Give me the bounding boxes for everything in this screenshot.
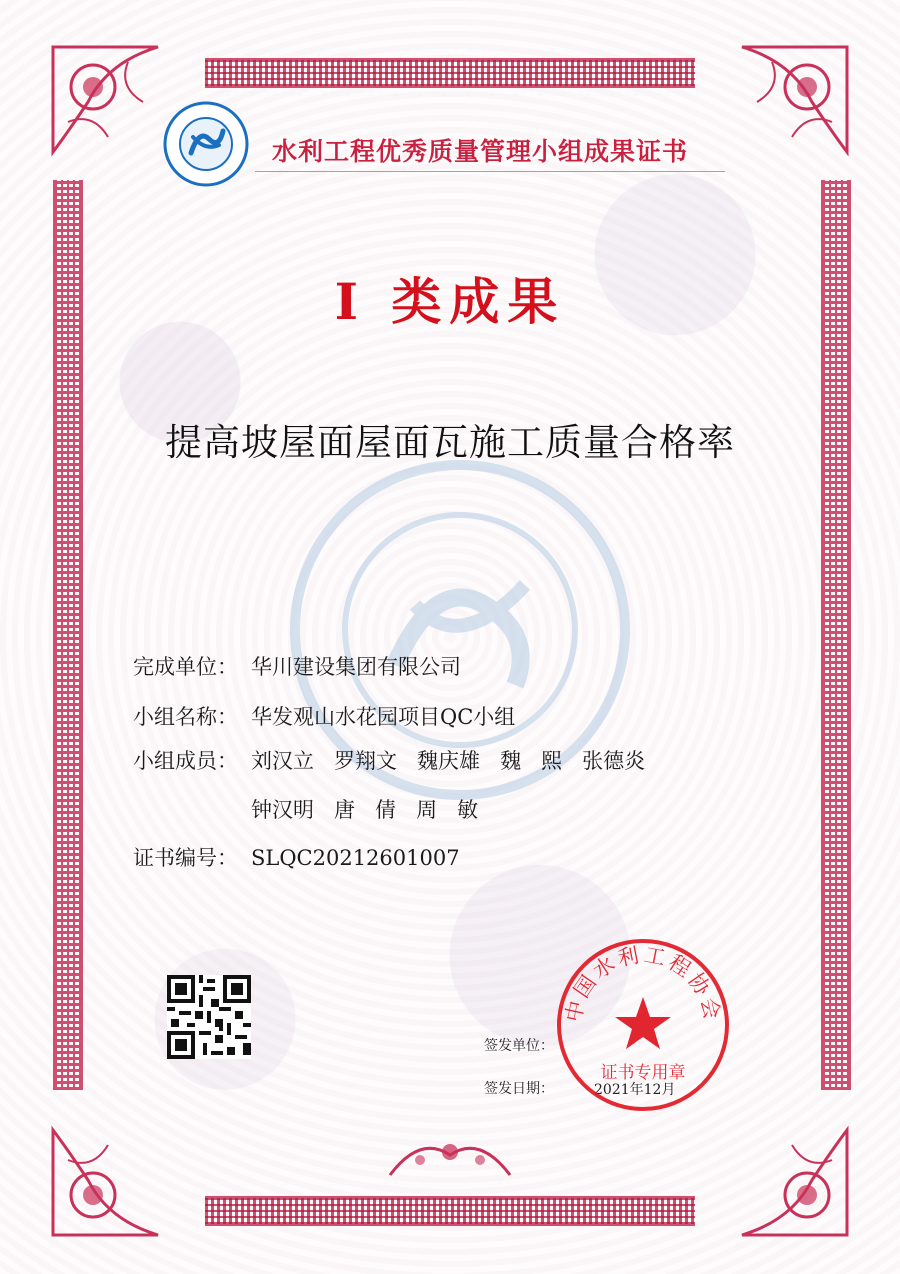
cert-number: SLQC20212601007 [251,846,460,870]
bottom-center-ornament [380,1130,520,1180]
unit-label: 完成单位： [133,655,238,679]
corner-ornament-bottom-right [732,1120,852,1240]
row-group-name [133,701,515,731]
star-icon [615,997,671,1049]
group-label: 小组名称： [133,705,238,729]
qr-code[interactable] [167,975,251,1059]
unit-value: 华川建设集团有限公司 [251,655,461,679]
seal-ring-text: 中国水利工程协会 [561,942,725,1025]
row-completing-unit [133,651,461,681]
group-value: 华发观山水花园项目QC小组 [251,705,516,729]
issuer-label: 签发单位： [484,1038,554,1054]
seal-bottom-text: 证书专用章 [600,1063,686,1083]
top-border [205,58,695,88]
issue-date-label: 签发日期： [484,1081,554,1097]
corner-ornament-top-right [732,42,852,162]
corner-ornament-bottom-left [48,1120,168,1240]
header-divider [255,171,725,172]
row-certificate-number [133,842,460,872]
corner-ornament-top-left [48,42,168,162]
project-title: 提高坡屋面屋面瓦施工质量合格率 [165,421,735,464]
members-line-1: 刘汉立 罗翔文 魏庆雄 魏 熙 张德炎 [251,749,646,773]
official-seal [553,935,733,1115]
cert-label: 证书编号： [133,846,238,870]
association-logo [163,101,249,187]
certificate-header-title: 水利工程优秀质量管理小组成果证书 [272,137,689,166]
bottom-border [205,1196,695,1226]
members-line-2: 钟汉明 唐 倩 周 敏 [251,798,479,822]
row-members [133,745,645,775]
issue-date-value: 2021年12月 [594,1082,676,1098]
members-label: 小组成员： [133,749,238,773]
achievement-grade: I 类成果 [334,272,566,331]
